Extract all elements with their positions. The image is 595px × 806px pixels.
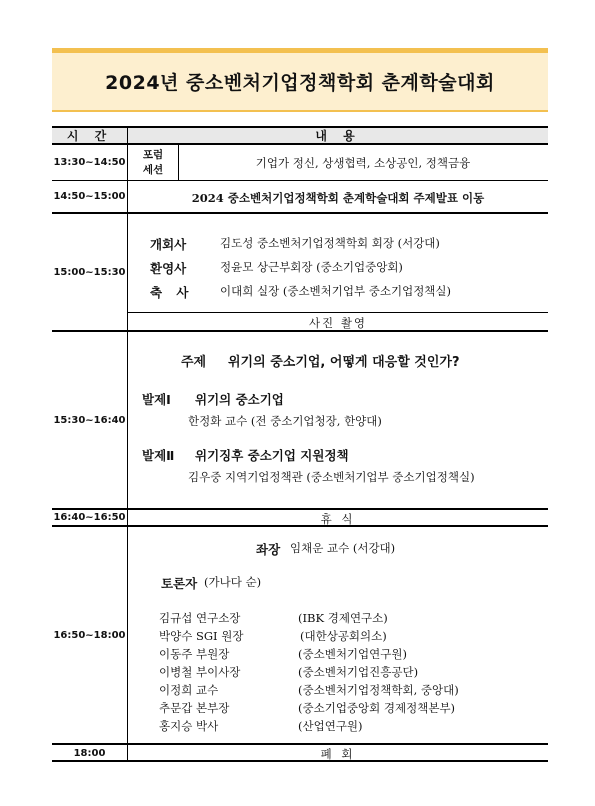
forum-session-label: 포럼 세션 [128,145,179,180]
member-org: (중소기업중앙회 경제정책본부) [298,701,456,715]
congrats-person: 이대희 실장 (중소벤처기업부 중소기업정책실) [220,284,452,298]
theme-label: 주제 [181,355,207,370]
welcome-role: 환영사 [150,261,187,276]
talk1-label: 발제Ⅰ [142,392,171,407]
theme-title: 위기의 중소기업, 어떻게 대응할 것인가? [228,355,460,370]
row-closing [52,745,548,762]
member-org: (중소벤처기업진흥공단) [298,665,419,679]
closing-time: 18:00 [52,745,128,762]
talk1-speaker: 한정화 교수 (전 중소기업청장, 한양대) [188,414,382,428]
member-org: (중소벤처기업정책학회, 중앙대) [298,683,459,697]
move-text: 2024 중소벤처기업정책학회 춘계학술대회 주제발표 이동 [191,191,485,205]
photo-session: 사진 촬영 [308,316,368,330]
member-name: 추문갑 본부장 [159,701,230,715]
member-org: (IBK 경제연구소) [298,611,388,625]
title-banner [52,48,548,112]
member-name: 이병철 부이사장 [159,665,241,679]
opening-role: 개회사 [150,237,187,252]
row-break [52,510,548,527]
panel-label: 토론자 [161,576,198,591]
break-text: 휴 식 [320,512,356,526]
schedule-table [52,126,548,762]
member-name: 이정희 교수 [159,683,219,697]
row-move [52,181,548,214]
header-time: 시 간 [52,128,128,143]
member-name: 이동주 부원장 [159,647,230,661]
talk2-label: 발제Ⅱ [142,448,175,463]
member-org: (산업연구원) [298,719,363,733]
session-time: 15:30~16:40 [52,332,128,508]
forum-time: 13:30~14:50 [52,145,128,180]
member-org: (대한상공회의소) [300,629,387,643]
chair-label: 좌장 [256,542,281,557]
chair-name: 임채운 교수 (서강대) [290,541,396,555]
row-opening [52,214,548,332]
member-name: 홍지승 박사 [159,719,219,733]
talk1-title: 위기의 중소기업 [195,392,284,407]
forum-topics: 기업가 정신, 상생협력, 소상공인, 정책금융 [255,156,471,170]
row-panel [52,527,548,745]
row-forum [52,145,548,181]
member-org: (중소벤처기업연구원) [298,647,407,661]
congrats-role: 축 사 [150,285,194,300]
table-header [52,128,548,145]
page-title: 2024년 중소벤처기업정책학회 춘계학술대회 [105,72,495,94]
welcome-person: 정윤모 상근부회장 (중소기업중앙회) [220,260,403,274]
header-content: 내 용 [315,129,361,143]
talk2-speaker: 김우중 지역기업정책관 (중소벤처기업부 중소기업정책실) [188,470,475,484]
move-time: 14:50~15:00 [52,181,128,212]
panel-note: (가나다 순) [204,575,262,589]
panel-time: 16:50~18:00 [52,527,128,743]
talk2-title: 위기징후 중소기업 지원정책 [195,448,349,463]
break-time: 16:40~16:50 [52,510,128,525]
member-name: 김규섭 연구소장 [159,611,241,625]
row-session [52,332,548,510]
closing-text: 폐 회 [320,747,356,761]
opening-time: 15:00~15:30 [52,214,128,330]
member-name: 박양수 SGI 원장 [159,629,244,643]
opening-person: 김도성 중소벤처기업정책학회 회장 (서강대) [220,236,440,250]
